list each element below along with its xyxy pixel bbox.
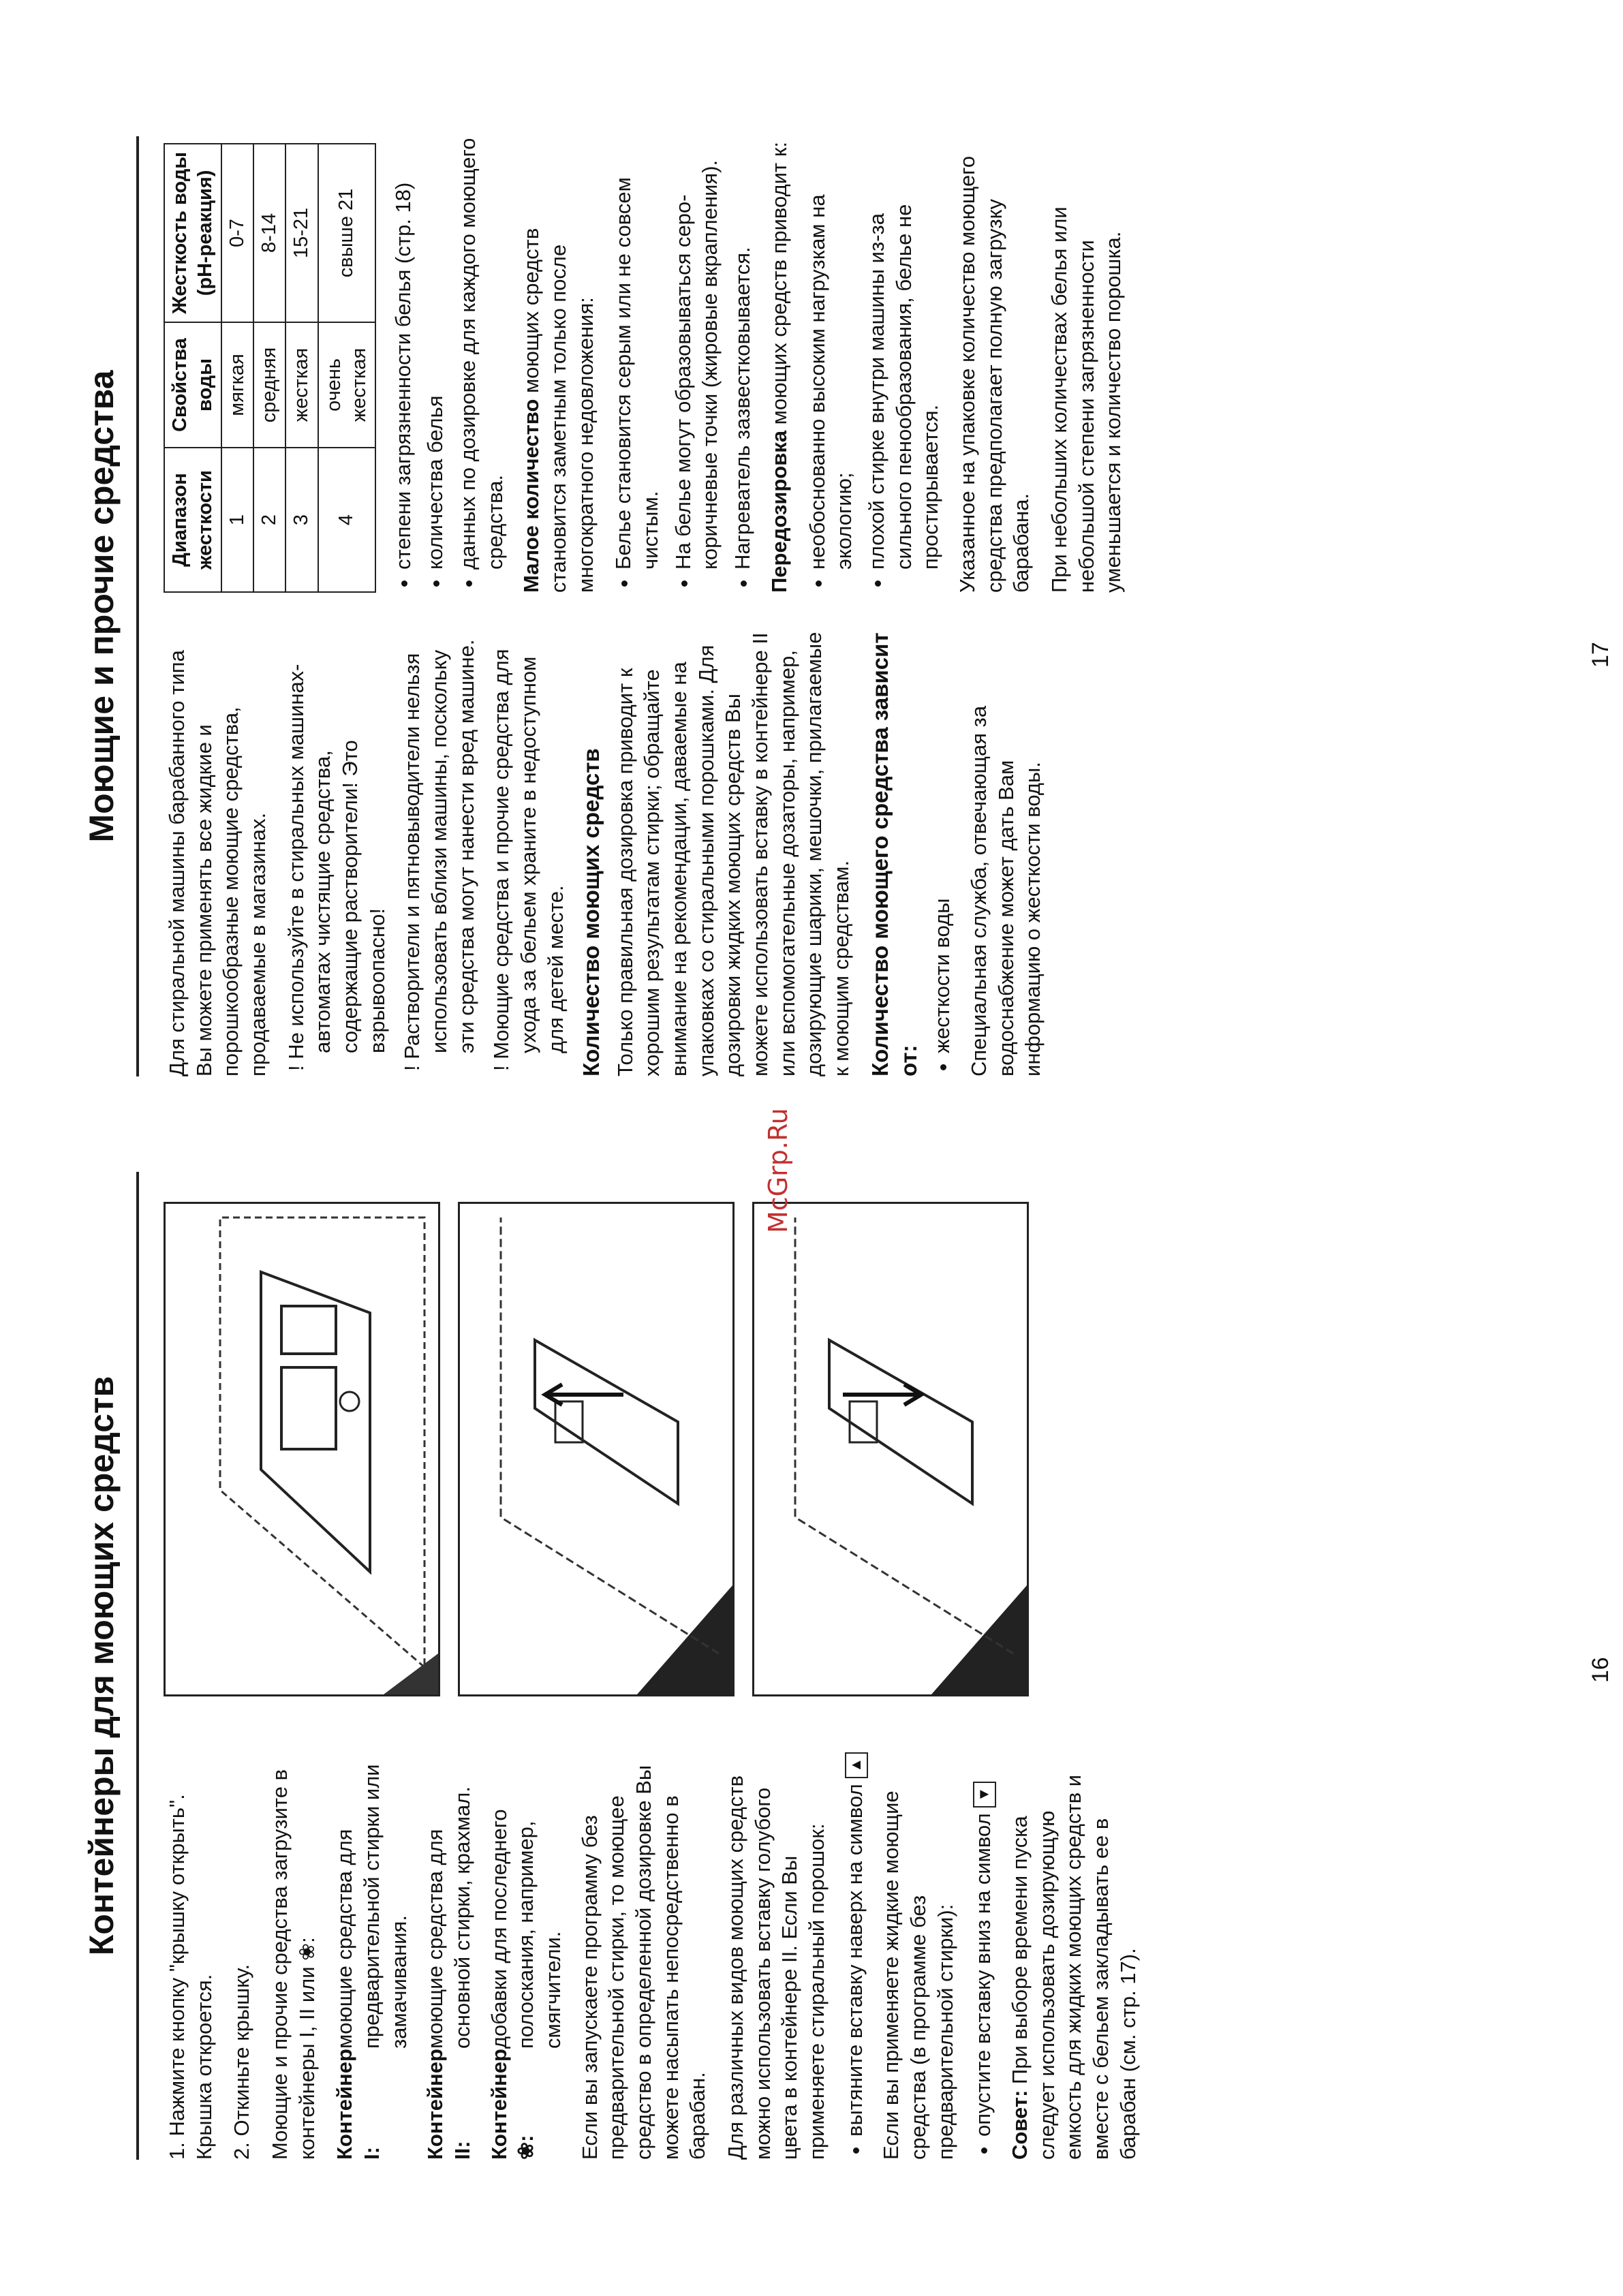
depends-list [929,627,956,1076]
table-header: Диапазон жесткости [164,448,221,592]
low-amount-text: моющих средств становится заметным только после многократного недовложения: [519,228,598,593]
amount-text: Только правильная дозировка приводит к хорошим результатам стирки; обращайте внимание на рекомендации, даваемые на упаковках со стиральными порошками. Для дозировки жидких моющих средств Вы можете использовать вставку в контейнере II или вспомогательные дозаторы, например, дозирующие шарики, мешочки, прилагаемые к моющим средствам. [613,632,854,1076]
step-1: 1. Нажмите кнопку "крышку открыть". Крышка откроется. [165,1794,216,2160]
list-item: • количества белья [422,136,449,570]
right-text-column-1 [164,627,1057,1076]
hardness-table [164,143,376,593]
table-row: 1 мягкая 0-7 [221,144,253,592]
title-rule-right [136,136,139,1076]
drawer-open-illustration [164,1202,440,1696]
container-softener-row [486,1751,567,2160]
left-page [82,1172,1613,2160]
powder-bullet: • вытяните вставку наверх на символ ▲ [841,1751,869,2137]
overdose-heading: Передозировка [767,430,791,593]
insert-up-icon: ▲ [845,1752,868,1778]
container-softener-desc: добавки для последнего полоскания, например, смягчители. [486,1809,566,2049]
illustration-column [164,1206,1047,1696]
insert-down-illustration [752,1202,1029,1696]
list-item: • Нагреватель зазвестковывается. [729,136,756,570]
container-softener-label: Контейнер ❀: [486,2049,538,2160]
container-2-row [422,1751,476,2160]
right-text-column-2 [164,136,1138,593]
table-row: 2 средняя 8-14 [253,144,285,592]
amount-heading: Количество моющих средств [578,748,604,1076]
liquid-bullet: • опустите вставку вниз на символ ▼ [970,1751,997,2137]
depends-heading: Количество моющего средства зависит от: [867,632,921,1076]
table-row: 4 очень жесткая свыше 21 [318,144,375,592]
depends-text: Специальная служба, отвечающая за водоснабжение может дать Вам информацию о жесткости воды. [966,705,1045,1076]
list-item: • плохой стирке внутри машины из-за сильного пенообразования, белье не простирывается. [863,136,944,570]
low-amount-paragraph [518,136,599,593]
tip-text: При выборе времени пуска следует использовать дозирующую емкость для жидких моющих средств и вместе с бельем закладывать ее в барабан (см. стр. 17). [1008,1774,1140,2160]
table-header: Свойства воды [164,322,221,448]
warning-solvents: ! Не используйте в стиральных машинах-автоматах чистящие средства, содержащие растворители! Это взрывоопасно! [283,664,389,1071]
tip-label: Совет: [1008,2090,1032,2160]
tip-paragraph [1006,1751,1141,2160]
warning-children: ! Моющие средства и прочие средства для ухода за бельем храните в недоступном для детей месте. [489,649,568,1071]
container-2-desc: моющие средства для основной стирки, крахмал. [423,1786,475,2049]
low-amount-list [610,136,756,593]
list-item: • необоснованно высоким нагрузкам на экологию; [804,136,858,570]
overdose-list [804,136,944,593]
left-page-number: 16 [1588,1657,1613,1683]
liquid-list [970,1751,997,2160]
watermark: McGrp.Ru [763,1108,793,1233]
prewash-paragraph: Если вы запускаете программу без предварительной стирки, то моющее средство в определенной дозировке Вы можете насыпать непосредственно в барабан. [577,1765,710,2160]
list-item: • степени загрязненности белья (стр. 18) [390,136,417,570]
left-page-title: Контейнеры для моющих средств [82,1376,121,1956]
low-amount-heading: Малое количество [519,399,544,593]
right-page-title: Моющие и прочие средства [82,370,121,843]
powder-list [841,1751,869,2160]
insert-paragraph: Для различных видов моющих средств можно использовать вставку голубого цвета в контейнере II. Если Вы применяете стиральный порошок: [724,1775,829,2160]
list-item: • На белье могут образовываться серо-коричневые точки (жировые вкрапления). [670,136,724,570]
overdose-text: моющих средств приводит к: [767,141,791,425]
closing-text-1: Указанное на упаковке количество моющего средства предполагает полную загрузку барабана. [955,155,1034,593]
load-instruction: Моющие и прочие средства загрузите в контейнеры I, II или ❀: [268,1769,319,2160]
list-item: • данных по дозировке для каждого моющего средства. [454,136,508,570]
factors-list [390,136,509,593]
overdose-paragraph [766,136,793,593]
depends-bullet: • жесткости воды [929,627,956,1053]
table-row: 3 жесткая 15-21 [285,144,318,592]
left-text-column [164,1751,1153,2160]
insert-down-icon: ▼ [973,1782,996,1808]
table-header-row [164,144,221,592]
container-1-desc: моющие средства для предварительной стирки или замачивания. [333,1764,411,2049]
insert-up-illustration [458,1202,735,1696]
right-page-number: 17 [1588,642,1613,668]
right-page [82,136,1613,1076]
list-item: • Белье становится серым или не совсем чистым. [610,136,664,570]
container-1-label: Контейнер I: [333,2049,384,2160]
step-2: 2. Откиньте крышку. [230,1964,254,2160]
detergent-intro: Для стиральной машины барабанного типа Вы можете применять все жидкие и порошкообразные моющие средства, продаваемые в магазинах. [165,650,270,1076]
table-header: Жесткость воды (pH-реакция) [164,144,221,322]
closing-text-2: При небольших количествах белья или небольшой степени загрязненности уменьшается и количество порошка. [1047,206,1126,593]
warning-stain-removers: ! Растворители и пятновыводители нельзя использовать вблизи машины, поскольку эти средства могут нанести вред машине. [400,639,478,1071]
title-rule [136,1172,139,2160]
container-2-label: Контейнер II: [423,2049,475,2160]
container-1-row [331,1751,412,2160]
liquid-paragraph: Если вы применяете жидкие моющие средства (в программе без предварительной стирки): [879,1790,957,2160]
